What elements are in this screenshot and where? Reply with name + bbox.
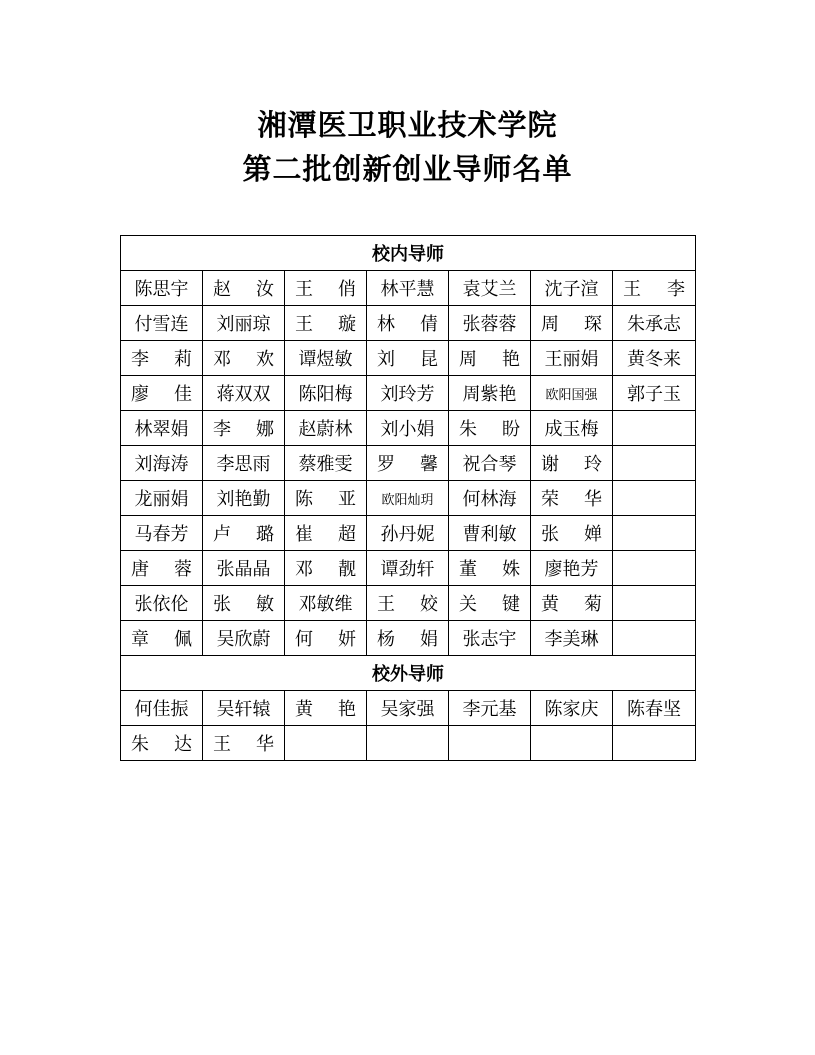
mentor-name-cell: 李元基	[449, 691, 531, 726]
mentor-name-char: 张	[213, 594, 231, 615]
internal-mentor-row	[121, 586, 696, 621]
mentor-name-cell: 沈子渲	[531, 271, 613, 306]
mentor-name-spread	[209, 730, 278, 756]
mentor-name-spread	[537, 450, 606, 476]
internal-mentor-row	[121, 306, 696, 341]
mentor-name-spread	[455, 555, 524, 581]
mentor-name-char: 馨	[420, 454, 438, 475]
mentor-name-cell	[367, 586, 449, 621]
mentor-name-cell: 陈思宇	[121, 271, 203, 306]
mentor-name-char: 王	[377, 594, 395, 615]
mentor-name-cell	[449, 411, 531, 446]
mentor-name-cell	[121, 376, 203, 411]
mentor-name-char: 李	[667, 279, 686, 300]
internal-mentor-row	[121, 341, 696, 376]
mentor-name-spread	[373, 590, 442, 616]
mentor-name-cell: 廖艳芳	[531, 551, 613, 586]
mentor-name-char: 王	[623, 279, 641, 300]
mentor-name-char: 娟	[420, 629, 438, 650]
mentor-name-char: 达	[174, 734, 192, 755]
mentor-name-cell: 马春芳	[121, 516, 203, 551]
mentor-table	[120, 235, 696, 761]
mentor-name-char: 娜	[256, 419, 274, 440]
mentor-name-cell: 蔡雅雯	[285, 446, 367, 481]
mentor-name-char: 章	[131, 629, 149, 650]
mentor-name-cell	[203, 516, 285, 551]
mentor-name-cell	[613, 411, 696, 446]
mentor-name-cell	[367, 341, 449, 376]
mentor-name-cell: 李思雨	[203, 446, 285, 481]
mentor-name-char: 菊	[584, 594, 602, 615]
mentor-name-cell: 付雪连	[121, 306, 203, 341]
mentor-name-spread	[127, 380, 196, 406]
mentor-name-char: 妍	[338, 629, 356, 650]
mentor-name-char: 何	[295, 629, 313, 650]
mentor-name-char: 唐	[131, 559, 149, 580]
mentor-name-spread	[373, 625, 442, 651]
internal-mentor-row	[121, 411, 696, 446]
mentor-name-cell	[203, 411, 285, 446]
mentor-name-char: 赵	[213, 279, 231, 300]
mentor-name-spread	[127, 555, 196, 581]
mentor-name-cell	[531, 516, 613, 551]
mentor-name-char: 华	[584, 489, 602, 510]
mentor-name-cell	[531, 586, 613, 621]
mentor-name-cell: 孙丹妮	[367, 516, 449, 551]
mentor-name-char: 璇	[338, 314, 356, 335]
mentor-name-cell: 吴轩辕	[203, 691, 285, 726]
mentor-name-cell	[367, 306, 449, 341]
mentor-name-cell	[367, 446, 449, 481]
mentor-name-cell	[367, 726, 449, 761]
mentor-name-spread	[373, 345, 442, 371]
mentor-name-cell	[121, 726, 203, 761]
mentor-name-cell: 林翠娟	[121, 411, 203, 446]
mentor-name-spread	[291, 625, 360, 651]
mentor-name-spread	[537, 520, 606, 546]
mentor-name-cell	[203, 726, 285, 761]
mentor-name-cell: 张晶晶	[203, 551, 285, 586]
mentor-name-char: 关	[459, 594, 477, 615]
mentor-name-spread	[127, 345, 196, 371]
mentor-name-char: 玲	[584, 454, 602, 475]
mentor-name-spread	[209, 520, 278, 546]
mentor-name-char: 黄	[295, 699, 313, 720]
internal-mentor-row	[121, 271, 696, 306]
mentor-name-spread	[619, 275, 689, 301]
mentor-name-cell: 祝合琴	[449, 446, 531, 481]
mentor-name-char: 周	[541, 314, 559, 335]
mentor-name-spread	[209, 275, 278, 301]
mentor-name-char: 盼	[502, 419, 520, 440]
internal-mentor-row	[121, 621, 696, 656]
mentor-name-cell: 郭子玉	[613, 376, 696, 411]
mentor-name-char: 王	[295, 279, 313, 300]
mentor-name-char: 王	[295, 314, 313, 335]
mentor-name-char: 崔	[295, 524, 313, 545]
mentor-name-cell	[285, 516, 367, 551]
mentor-name-spread	[537, 485, 606, 511]
mentor-name-char: 黄	[541, 594, 559, 615]
mentor-name-cell	[285, 481, 367, 516]
mentor-name-cell	[203, 271, 285, 306]
mentor-name-cell	[367, 621, 449, 656]
mentor-name-spread	[537, 310, 606, 336]
mentor-name-spread	[291, 555, 360, 581]
mentor-name-char: 欢	[256, 349, 274, 370]
mentor-name-spread	[455, 590, 524, 616]
mentor-name-char: 蓉	[174, 559, 192, 580]
mentor-name-cell: 王丽娟	[531, 341, 613, 376]
mentor-name-cell: 陈家庆	[531, 691, 613, 726]
internal-mentor-row	[121, 516, 696, 551]
mentor-name-spread	[291, 310, 360, 336]
mentor-name-spread	[127, 625, 196, 651]
mentor-name-cell	[531, 481, 613, 516]
mentor-name-spread	[291, 695, 360, 721]
mentor-name-char: 廖	[131, 384, 149, 405]
mentor-name-char: 刘	[377, 349, 395, 370]
mentor-name-cell	[613, 586, 696, 621]
mentor-name-char: 艳	[338, 699, 356, 720]
mentor-name-spread	[455, 415, 524, 441]
mentor-name-spread	[209, 345, 278, 371]
mentor-name-cell: 刘小娟	[367, 411, 449, 446]
mentor-name-cell: 刘海涛	[121, 446, 203, 481]
mentor-name-char: 张	[541, 524, 559, 545]
mentor-name-char: 罗	[377, 454, 395, 475]
mentor-name-cell	[449, 586, 531, 621]
mentor-name-cell: 张依伦	[121, 586, 203, 621]
mentor-name-cell: 张志宇	[449, 621, 531, 656]
mentor-name-char: 敏	[256, 594, 274, 615]
internal-mentor-row	[121, 481, 696, 516]
mentor-table-body	[121, 236, 696, 761]
mentor-name-spread	[209, 590, 278, 616]
external-section-header-row	[121, 656, 696, 691]
mentor-name-cell: 谭劲轩	[367, 551, 449, 586]
mentor-name-spread	[291, 485, 360, 511]
mentor-name-spread	[537, 590, 606, 616]
mentor-name-cell	[121, 551, 203, 586]
mentor-name-char: 王	[213, 734, 231, 755]
mentor-name-char: 邓	[295, 559, 313, 580]
mentor-name-cell	[285, 691, 367, 726]
mentor-name-cell: 陈春坚	[613, 691, 696, 726]
mentor-name-cell	[613, 726, 696, 761]
mentor-name-char: 周	[459, 349, 477, 370]
mentor-name-char: 朱	[131, 734, 149, 755]
document-title-line-2: 第二批创新创业导师名单	[242, 152, 573, 186]
mentor-name-cell	[449, 551, 531, 586]
mentor-name-char: 璐	[256, 524, 274, 545]
mentor-name-char: 靓	[338, 559, 356, 580]
mentor-name-char: 林	[377, 314, 395, 335]
mentor-name-char: 俏	[338, 279, 356, 300]
mentor-name-char: 汝	[256, 279, 274, 300]
external-mentors-heading: 校外导师	[121, 656, 696, 691]
mentor-name-cell	[613, 551, 696, 586]
mentor-name-char: 亚	[338, 489, 356, 510]
mentor-name-cell: 袁艾兰	[449, 271, 531, 306]
mentor-name-cell: 刘艳勤	[203, 481, 285, 516]
mentor-name-cell	[449, 726, 531, 761]
mentor-name-char: 李	[131, 349, 149, 370]
mentor-name-cell: 欧阳灿玥	[367, 481, 449, 516]
mentor-name-char: 倩	[420, 314, 438, 335]
mentor-name-cell	[285, 551, 367, 586]
mentor-name-cell: 林平慧	[367, 271, 449, 306]
internal-mentor-row	[121, 446, 696, 481]
external-mentor-row	[121, 726, 696, 761]
mentor-name-cell	[531, 306, 613, 341]
mentor-name-char: 佩	[174, 629, 192, 650]
mentor-name-cell: 周紫艳	[449, 376, 531, 411]
mentor-name-char: 超	[338, 524, 356, 545]
mentor-name-cell: 何林海	[449, 481, 531, 516]
mentor-name-cell: 陈阳梅	[285, 376, 367, 411]
mentor-name-char: 卢	[213, 524, 231, 545]
mentor-name-cell	[121, 341, 203, 376]
mentor-name-cell: 邓敏维	[285, 586, 367, 621]
mentor-name-char: 朱	[459, 419, 477, 440]
mentor-name-spread	[127, 730, 196, 756]
mentor-name-cell: 谭煜敏	[285, 341, 367, 376]
mentor-name-char: 艳	[502, 349, 520, 370]
mentor-name-cell: 张蓉蓉	[449, 306, 531, 341]
mentor-name-char: 谢	[541, 454, 559, 475]
mentor-name-char: 姣	[420, 594, 438, 615]
mentor-name-spread	[291, 275, 360, 301]
mentor-name-cell	[285, 621, 367, 656]
mentor-name-spread	[291, 520, 360, 546]
external-mentor-row	[121, 691, 696, 726]
mentor-name-cell	[613, 516, 696, 551]
mentor-name-cell: 何佳振	[121, 691, 203, 726]
mentor-name-cell	[613, 621, 696, 656]
mentor-name-cell: 刘玲芳	[367, 376, 449, 411]
document-title-line-1: 湘潭医卫职业技术学院	[257, 108, 558, 142]
mentor-name-cell	[121, 621, 203, 656]
mentor-name-char: 邓	[213, 349, 231, 370]
mentor-name-spread	[373, 450, 442, 476]
mentor-name-char: 陈	[295, 489, 313, 510]
mentor-name-cell: 朱承志	[613, 306, 696, 341]
mentor-name-cell	[203, 586, 285, 621]
mentor-name-cell	[449, 341, 531, 376]
mentor-name-spread	[455, 345, 524, 371]
mentor-name-char: 昆	[420, 349, 438, 370]
mentor-name-cell	[285, 306, 367, 341]
mentor-name-char: 董	[459, 559, 477, 580]
mentor-name-cell: 吴家强	[367, 691, 449, 726]
mentor-name-char: 婵	[584, 524, 602, 545]
mentor-name-char: 杨	[377, 629, 395, 650]
internal-mentor-row	[121, 376, 696, 411]
internal-mentors-heading: 校内导师	[121, 236, 696, 271]
mentor-name-cell	[203, 341, 285, 376]
mentor-name-char: 莉	[174, 349, 192, 370]
mentor-name-cell: 李美琳	[531, 621, 613, 656]
mentor-name-char: 华	[256, 734, 274, 755]
mentor-name-cell	[531, 726, 613, 761]
mentor-name-cell: 成玉梅	[531, 411, 613, 446]
internal-mentor-row	[121, 551, 696, 586]
mentor-name-char: 琛	[584, 314, 602, 335]
mentor-name-cell	[613, 481, 696, 516]
mentor-name-cell	[613, 271, 696, 306]
mentor-name-cell: 曹利敏	[449, 516, 531, 551]
internal-section-header-row	[121, 236, 696, 271]
mentor-name-spread	[209, 415, 278, 441]
mentor-name-cell	[613, 446, 696, 481]
mentor-name-spread	[373, 310, 442, 336]
mentor-name-cell	[531, 446, 613, 481]
mentor-name-char: 李	[213, 419, 231, 440]
mentor-name-cell: 欧阳国强	[531, 376, 613, 411]
mentor-name-cell: 刘丽琼	[203, 306, 285, 341]
mentor-name-cell: 蒋双双	[203, 376, 285, 411]
mentor-name-cell: 吴欣蔚	[203, 621, 285, 656]
mentor-name-char: 荣	[541, 489, 559, 510]
mentor-name-char: 键	[502, 594, 520, 615]
mentor-name-char: 姝	[502, 559, 520, 580]
mentor-name-cell: 黄冬来	[613, 341, 696, 376]
mentor-name-char: 佳	[174, 384, 192, 405]
mentor-name-cell	[285, 726, 367, 761]
mentor-name-cell: 龙丽娟	[121, 481, 203, 516]
mentor-name-cell: 赵蔚林	[285, 411, 367, 446]
mentor-name-cell	[285, 271, 367, 306]
